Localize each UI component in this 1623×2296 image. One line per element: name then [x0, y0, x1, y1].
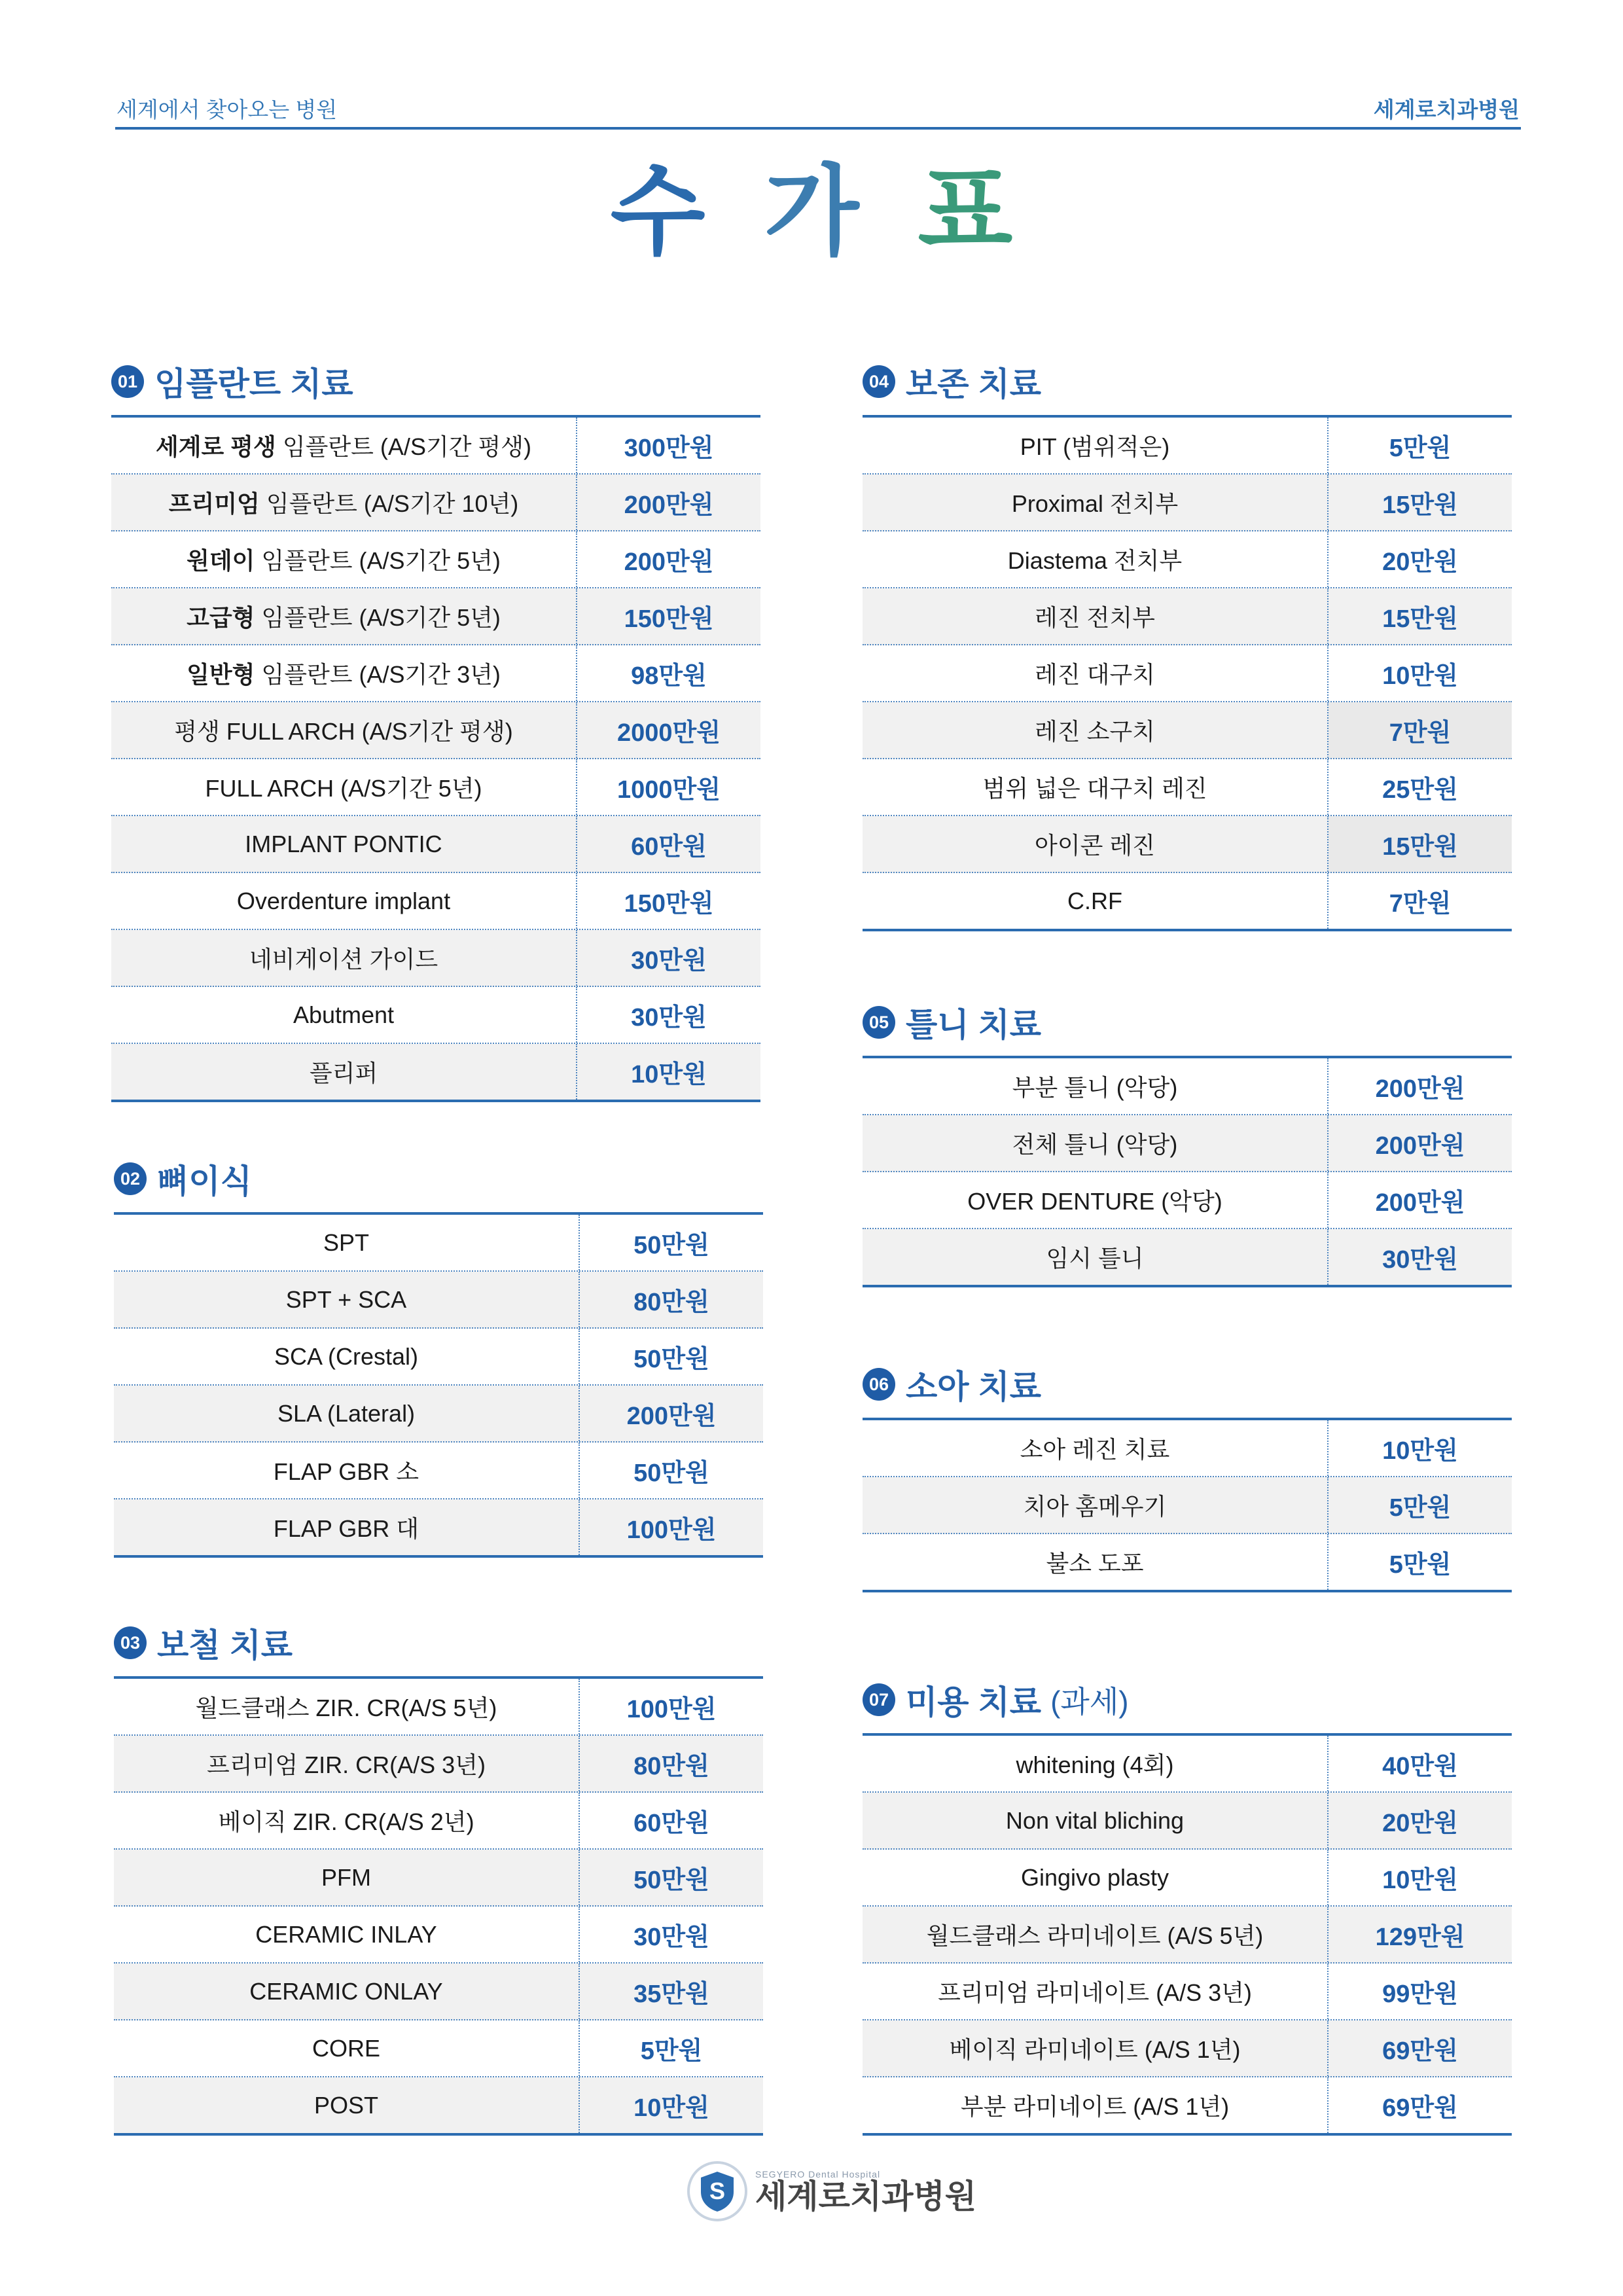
section-header: [863, 999, 1512, 1045]
treatment-name: [863, 1229, 1329, 1285]
treatment-label: PFM: [321, 1863, 371, 1891]
table-row: [863, 1420, 1512, 1477]
treatment-price: 10만원: [1382, 1867, 1458, 1894]
table-row: [863, 1907, 1512, 1964]
section-header: [114, 1620, 763, 1666]
treatment-label: 아이콘 레진: [1035, 832, 1155, 859]
treatment-name: [863, 645, 1329, 701]
treatment-price: 50만원: [633, 1346, 709, 1373]
treatment-label: 부분 틀니 (악당): [1012, 1074, 1178, 1101]
section-number-badge: 06: [863, 1368, 895, 1401]
table-row: [863, 1850, 1512, 1907]
treatment-name: [111, 930, 577, 986]
table-row: [111, 645, 760, 702]
treatment-name: [863, 816, 1329, 872]
treatment-name: [111, 531, 577, 587]
treatment-name: [114, 1964, 580, 2019]
title-char-1: 수: [610, 156, 705, 266]
treatment-label: 프리미엄 ZIR. CR(A/S 3년): [207, 1751, 486, 1778]
table-row: [114, 1793, 763, 1850]
table-row: [114, 1386, 763, 1443]
treatment-name: [863, 1907, 1329, 1962]
price-table: [111, 415, 760, 1102]
section-title: 보철 치료: [157, 1627, 293, 1664]
treatment-price: 5만원: [1389, 1551, 1452, 1579]
treatment-name: [111, 475, 577, 530]
treatment-label: 레진 대구치: [1035, 661, 1155, 688]
table-row: [111, 475, 760, 531]
section-implant: [111, 359, 760, 1102]
section-header: [114, 1156, 763, 1202]
treatment-price: 200만원: [626, 1403, 717, 1430]
treatment-price: 5만원: [1389, 435, 1452, 462]
table-row: [863, 1534, 1512, 1590]
treatment-label: 플리퍼: [309, 1060, 378, 1086]
treatment-name: [863, 1736, 1329, 1791]
treatment-name: [863, 418, 1329, 473]
header-hospital-name: 세계로치과병원: [1373, 98, 1520, 122]
treatment-label: SPT + SCA: [285, 1285, 407, 1313]
section-title: 틀니 치료: [906, 1007, 1042, 1043]
section-number-badge: 04: [863, 365, 895, 398]
table-row: [111, 816, 760, 873]
treatment-name: [114, 1443, 580, 1498]
treatment-price: 300만원: [624, 435, 714, 462]
treatment-name: [863, 1420, 1329, 1476]
shield-icon: [687, 2161, 747, 2221]
section-title: 임플란트 치료: [154, 366, 353, 403]
treatment-price: 100만원: [626, 1516, 717, 1544]
table-row: [111, 702, 760, 759]
treatment-price: 99만원: [1382, 1981, 1458, 2008]
table-row: [114, 1215, 763, 1272]
section-bone-graft: [114, 1156, 763, 1558]
treatment-label: FLAP GBR 소: [273, 1458, 419, 1485]
treatment-label: SPT: [323, 1229, 369, 1256]
table-row: [863, 645, 1512, 702]
table-row: [114, 1329, 763, 1386]
price-table: [114, 1676, 763, 2136]
treatment-name: [114, 1850, 580, 1905]
treatment-name: [111, 759, 577, 815]
treatment-label: Non vital bliching: [1005, 1806, 1185, 1834]
treatment-price: 150만원: [624, 890, 714, 918]
treatment-label: Proximal 전치부: [1011, 490, 1179, 517]
table-row: [863, 1964, 1512, 2020]
footer-english-name: SEGYERO Dental Hospital: [755, 2168, 881, 2179]
table-row: [111, 531, 760, 588]
treatment-label: 네비게이션 가이드: [249, 946, 438, 973]
treatment-price: 30만원: [1382, 1246, 1458, 1274]
treatment-label: 프리미엄 라미네이트 (A/S 3년): [938, 1979, 1252, 2006]
section-number-badge: 05: [863, 1006, 895, 1039]
table-row: [111, 930, 760, 987]
table-row: [114, 1964, 763, 2020]
treatment-name: [863, 475, 1329, 530]
table-row: [111, 1044, 760, 1100]
treatment-name: [114, 1499, 580, 1555]
section-pediatric: [863, 1361, 1512, 1592]
treatment-name: [863, 1534, 1329, 1590]
treatment-price: 7만원: [1329, 702, 1512, 758]
treatment-price: 50만원: [633, 1232, 709, 1259]
treatment-price: 60만원: [631, 833, 707, 861]
treatment-price: 40만원: [1382, 1753, 1458, 1780]
treatment-grade: 원데이: [187, 547, 255, 574]
price-table: [863, 1056, 1512, 1287]
table-row: [863, 759, 1512, 816]
treatment-price: 35만원: [633, 1981, 709, 2008]
table-row: [863, 1115, 1512, 1172]
treatment-price: 98만원: [631, 662, 707, 690]
price-table: [863, 1418, 1512, 1592]
treatment-label: 월드클래스 ZIR. CR(A/S 5년): [195, 1695, 497, 1721]
treatment-label: CERAMIC INLAY: [255, 1920, 437, 1948]
table-row: [111, 759, 760, 816]
header-tagline: 세계에서 찾아오는 병원: [116, 98, 338, 122]
treatment-label: CERAMIC ONLAY: [249, 1977, 443, 2005]
treatment-name: [111, 645, 577, 701]
section-number-badge: 03: [114, 1626, 147, 1659]
treatment-price: 5만원: [1389, 1494, 1452, 1522]
table-row: [111, 418, 760, 475]
treatment-label: 평생 FULL ARCH (A/S기간 평생): [174, 718, 513, 745]
section-title: 소아 치료: [906, 1369, 1042, 1405]
table-row: [863, 1793, 1512, 1850]
table-row: [863, 2077, 1512, 2133]
treatment-name: [111, 1044, 577, 1100]
treatment-grade: 고급형: [187, 604, 255, 631]
treatment-name: [863, 1964, 1329, 2019]
treatment-label: 부분 라미네이트 (A/S 1년): [960, 2093, 1230, 2120]
treatment-label: 임플란트 (A/S기간 10년): [259, 490, 519, 517]
treatment-name: [111, 588, 577, 644]
treatment-label: 레진 전치부: [1035, 604, 1155, 631]
treatment-price: 10만원: [633, 2094, 709, 2122]
treatment-label: CORE: [312, 2034, 380, 2062]
treatment-name: [114, 1907, 580, 1962]
table-row: [114, 2077, 763, 2133]
treatment-label: POST: [313, 2091, 378, 2119]
treatment-name: [111, 702, 577, 758]
treatment-label: 임플란트 (A/S기간 5년): [255, 604, 501, 631]
treatment-label: 소아 레진 치료: [1020, 1436, 1170, 1463]
treatment-price: 200만원: [1375, 1075, 1465, 1103]
treatment-price: 7만원: [1389, 890, 1452, 918]
treatment-label: 베이직 라미네이트 (A/S 1년): [949, 2036, 1241, 2063]
treatment-price: 200만원: [624, 492, 714, 519]
section-note: (과세): [1050, 1685, 1129, 1719]
table-row: [863, 1229, 1512, 1285]
treatment-label: 임플란트 (A/S기간 3년): [255, 661, 501, 688]
treatment-price: 10만원: [1382, 662, 1458, 690]
section-prosthesis: [114, 1620, 763, 2136]
treatment-label: Diastema 전치부: [1007, 547, 1183, 574]
treatment-name: [863, 2077, 1329, 2133]
table-row: [863, 1058, 1512, 1115]
section-number-badge: 07: [863, 1683, 895, 1716]
section-cosmetic: [863, 1677, 1512, 2136]
footer-hospital-name: 세계로치과병원: [755, 2178, 977, 2215]
treatment-label: PIT (범위적은): [1020, 433, 1170, 460]
treatment-price: 25만원: [1382, 776, 1458, 804]
price-table: [863, 415, 1512, 931]
section-title: 미용 치료: [906, 1684, 1042, 1721]
footer-logo: [687, 2161, 976, 2221]
treatment-label: 레진 소구치: [1035, 718, 1155, 745]
treatment-price: 15만원: [1329, 816, 1512, 872]
page-title: [0, 156, 1623, 266]
treatment-grade: 세계로 평생: [155, 433, 276, 460]
treatment-label: C.RF: [1067, 887, 1122, 914]
treatment-name: [111, 816, 577, 872]
treatment-name: [863, 873, 1329, 929]
treatment-grade: 프리미엄: [168, 490, 260, 517]
treatment-name: [863, 588, 1329, 644]
table-row: [863, 873, 1512, 929]
table-row: [863, 702, 1512, 759]
treatment-label: 범위 넓은 대구치 레진: [982, 775, 1207, 802]
treatment-name: [863, 1477, 1329, 1533]
treatment-price: 30만원: [633, 1924, 709, 1951]
treatment-label: SCA (Crestal): [274, 1342, 419, 1370]
treatment-price: 10만원: [1382, 1437, 1458, 1465]
treatment-name: [114, 1736, 580, 1791]
treatment-price: 2000만원: [617, 719, 721, 747]
treatment-price: 50만원: [633, 1867, 709, 1894]
treatment-name: [863, 1115, 1329, 1171]
table-row: [111, 588, 760, 645]
treatment-label: Gingivo plasty: [1020, 1863, 1169, 1891]
title-char-3: 표: [918, 156, 1013, 266]
treatment-price: 150만원: [624, 605, 714, 633]
treatment-label: 임시 틀니: [1046, 1245, 1144, 1272]
table-row: [114, 1850, 763, 1907]
treatment-name: [114, 1272, 580, 1327]
treatment-grade: 일반형: [187, 661, 255, 688]
treatment-price: 1000만원: [617, 776, 721, 804]
table-row: [863, 816, 1512, 873]
treatment-price: 5만원: [640, 2037, 703, 2065]
table-row: [863, 2020, 1512, 2077]
treatment-name: [114, 1793, 580, 1848]
treatment-name: [863, 1058, 1329, 1114]
logo-mark-letter: S: [709, 2178, 726, 2204]
table-row: [863, 475, 1512, 531]
treatment-label: 불소 도포: [1046, 1550, 1144, 1577]
treatment-label: 임플란트 (A/S기간 평생): [276, 433, 532, 460]
header-divider: [115, 127, 1521, 130]
table-row: [863, 1477, 1512, 1534]
treatment-name: [114, 2077, 580, 2133]
treatment-label: OVER DENTURE (악당): [967, 1188, 1222, 1215]
table-row: [863, 1172, 1512, 1229]
treatment-name: [863, 531, 1329, 587]
table-row: [114, 1443, 763, 1499]
treatment-price: 15만원: [1382, 605, 1458, 633]
treatment-name: [863, 2020, 1329, 2076]
treatment-price: 80만원: [633, 1289, 709, 1316]
treatment-label: 월드클래스 라미네이트 (A/S 5년): [926, 1922, 1264, 1949]
section-denture: [863, 999, 1512, 1287]
treatment-price: 20만원: [1382, 548, 1458, 576]
table-row: [114, 2020, 763, 2077]
section-header: [863, 1677, 1512, 1723]
treatment-price: 200만원: [624, 548, 714, 576]
treatment-name: [863, 1172, 1329, 1228]
price-table: [863, 1733, 1512, 2136]
treatment-label: FULL ARCH (A/S기간 5년): [205, 775, 482, 802]
treatment-name: [114, 1679, 580, 1734]
treatment-label: 치아 홈메우기: [1023, 1493, 1167, 1520]
section-header: [863, 359, 1512, 404]
treatment-price: 69만원: [1382, 2094, 1458, 2122]
table-row: [114, 1272, 763, 1329]
table-row: [114, 1736, 763, 1793]
treatment-price: 100만원: [626, 1696, 717, 1723]
treatment-price: 30만원: [631, 947, 707, 975]
treatment-price: 50만원: [633, 1460, 709, 1487]
table-row: [863, 531, 1512, 588]
treatment-name: [863, 759, 1329, 815]
treatment-name: [114, 1215, 580, 1270]
table-row: [111, 873, 760, 930]
title-char-2: 가: [764, 156, 859, 266]
treatment-label: whitening (4회): [1016, 1751, 1174, 1778]
price-table: [114, 1212, 763, 1558]
treatment-label: 베이직 ZIR. CR(A/S 2년): [218, 1808, 474, 1835]
section-header: [111, 359, 760, 404]
treatment-name: [863, 1793, 1329, 1848]
treatment-name: [111, 873, 577, 929]
treatment-label: 임플란트 (A/S기간 5년): [255, 547, 501, 574]
section-number-badge: 01: [111, 365, 144, 398]
treatment-name: [111, 987, 577, 1043]
treatment-price: 30만원: [631, 1004, 707, 1031]
section-conservative: [863, 359, 1512, 931]
treatment-price: 60만원: [633, 1810, 709, 1837]
treatment-price: 200만원: [1375, 1132, 1465, 1160]
table-row: [114, 1499, 763, 1555]
table-row: [114, 1907, 763, 1964]
treatment-label: 전체 틀니 (악당): [1012, 1131, 1178, 1158]
treatment-price: 10만원: [631, 1061, 707, 1088]
treatment-label: Overdenture implant: [236, 887, 451, 914]
table-row: [863, 1736, 1512, 1793]
table-row: [111, 987, 760, 1044]
section-number-badge: 02: [114, 1162, 147, 1195]
treatment-label: IMPLANT PONTIC: [245, 830, 442, 857]
treatment-label: Abutment: [293, 1001, 395, 1028]
treatment-name: [114, 1386, 580, 1441]
treatment-price: 129만원: [1375, 1924, 1465, 1951]
treatment-label: SLA (Lateral): [277, 1399, 416, 1427]
treatment-price: 20만원: [1382, 1810, 1458, 1837]
table-row: [863, 588, 1512, 645]
table-row: [863, 418, 1512, 475]
section-title: 뼈이식: [157, 1163, 252, 1200]
treatment-price: 80만원: [633, 1753, 709, 1780]
treatment-name: [111, 418, 577, 473]
treatment-price: 15만원: [1382, 492, 1458, 519]
treatment-name: [863, 702, 1329, 758]
treatment-price: 69만원: [1382, 2037, 1458, 2065]
section-header: [863, 1361, 1512, 1407]
section-title: 보존 치료: [906, 366, 1042, 403]
treatment-price: 200만원: [1375, 1189, 1465, 1217]
treatment-name: [863, 1850, 1329, 1905]
treatment-name: [114, 2020, 580, 2076]
treatment-label: FLAP GBR 대: [273, 1515, 419, 1542]
treatment-name: [114, 1329, 580, 1384]
table-row: [114, 1679, 763, 1736]
